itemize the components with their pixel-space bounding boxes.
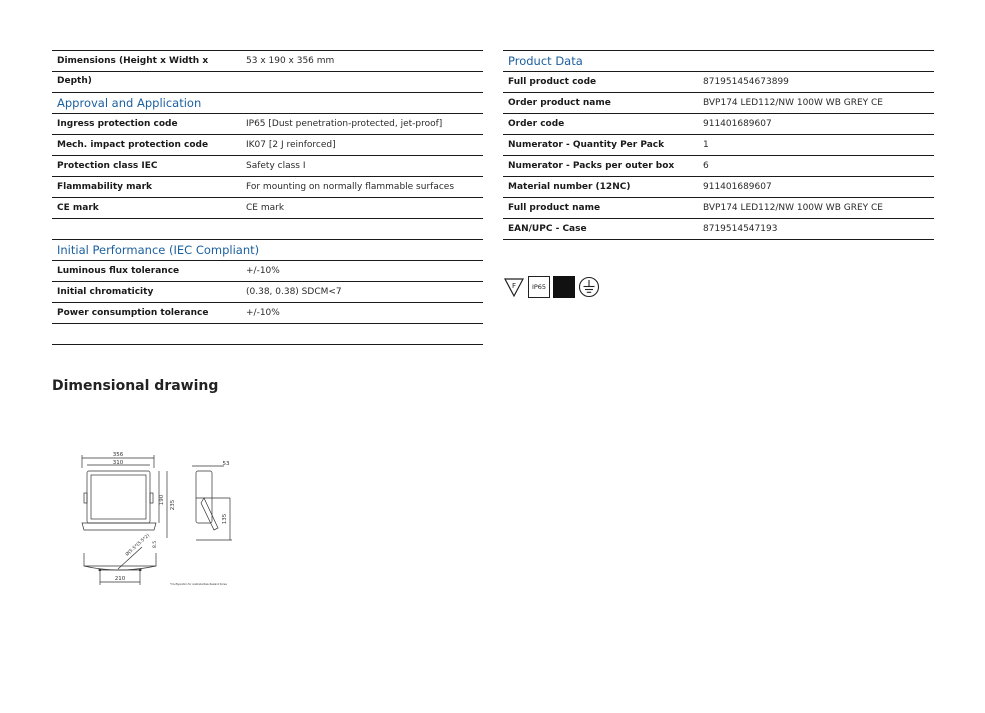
spec-row (52, 261, 483, 282)
dim-label-angle: Ø(5.5*(5.5*2) (124, 533, 152, 558)
black-square-icon (553, 276, 575, 298)
spec-value: For mounting on normally flammable surfaces (246, 182, 455, 192)
spec-label: Mech. impact protection code (57, 140, 209, 150)
spec-value: (0.38, 0.38) SDCM<7 (246, 287, 342, 297)
drawing-note: *Configuration for Australia New Zealand Korea (170, 583, 227, 586)
spec-row (52, 114, 483, 135)
spec-label: Numerator - Packs per outer box (508, 161, 675, 171)
dim-label-210: 210 (114, 576, 126, 582)
spec-label: Power consumption tolerance (57, 308, 209, 318)
section-title-approval: Approval and Application (52, 93, 483, 114)
spec-value: 8719514547193 (703, 224, 778, 234)
spec-row (52, 156, 483, 177)
dim-label-8-5: 8.5 (153, 540, 158, 548)
spec-value: 53 x 190 x 356 mm (246, 56, 335, 66)
section-title-performance: Initial Performance (IEC Compliant) (52, 240, 483, 261)
spec-label: Flammability mark (57, 182, 153, 192)
spacer-row (52, 219, 483, 240)
flammability-mark-icon (503, 276, 525, 298)
spec-row (503, 156, 934, 177)
spec-value: 911401689607 (703, 119, 772, 129)
spec-label: Order product name (508, 98, 611, 108)
spec-value: 871951454673899 (703, 77, 789, 87)
ip65-label: IP65 (531, 283, 547, 291)
spec-label: Dimensions (Height x Width x Depth) (57, 56, 209, 86)
spec-label: Material number (12NC) (508, 182, 631, 192)
section-title-product-data: Product Data (503, 50, 934, 72)
spec-value: 911401689607 (703, 182, 772, 192)
dim-label-190: 190 (159, 494, 165, 506)
spec-row (52, 198, 483, 219)
spec-label: EAN/UPC - Case (508, 224, 587, 234)
spec-row (503, 72, 934, 93)
dim-label-235: 235 (170, 499, 176, 511)
spec-label: Numerator - Quantity Per Pack (508, 140, 665, 150)
spec-row (503, 114, 934, 135)
spec-value: 1 (703, 140, 709, 150)
spec-row (52, 282, 483, 303)
spec-label: Full product name (508, 203, 601, 213)
spec-row (503, 198, 934, 219)
spec-value: Safety class I (246, 161, 306, 171)
spec-value: +/-10% (246, 308, 280, 318)
spacer-row (52, 324, 483, 345)
spacer-row (52, 72, 483, 93)
dim-label-53: 53 (222, 461, 230, 467)
spec-value: IP65 [Dust penetration-protected, jet-proof] (246, 119, 443, 129)
spec-label: Ingress protection code (57, 119, 178, 129)
spec-value: IK07 [2 J reinforced] (246, 140, 336, 150)
spec-row (503, 177, 934, 198)
spec-row (503, 219, 934, 240)
spec-label: Order code (508, 119, 565, 129)
earth-ground-icon (578, 276, 600, 298)
spec-row (52, 177, 483, 198)
flammability-letter: F (511, 282, 517, 290)
spec-value: BVP174 LED112/NW 100W WB GREY CE (703, 98, 883, 108)
dimensional-drawing (70, 448, 270, 593)
right-spec-column (503, 50, 934, 240)
spec-value: CE mark (246, 203, 285, 213)
spec-label: Full product code (508, 77, 597, 87)
spec-value: 6 (703, 161, 709, 171)
spec-row-dimensions (52, 50, 483, 86)
spec-row (52, 135, 483, 156)
spec-row (52, 303, 483, 324)
spec-value: BVP174 LED112/NW 100W WB GREY CE (703, 203, 883, 213)
spec-label: Luminous flux tolerance (57, 266, 180, 276)
spec-label: CE mark (57, 203, 99, 213)
certification-icons (503, 276, 600, 298)
dim-label-135: 135 (222, 513, 228, 525)
dim-label-356: 356 (112, 452, 124, 458)
spec-value: +/-10% (246, 266, 280, 276)
dimensional-drawing-title: Dimensional drawing (52, 378, 219, 394)
left-spec-column (52, 50, 483, 345)
spec-label: Initial chromaticity (57, 287, 154, 297)
ip65-icon (528, 276, 550, 298)
spec-row (503, 135, 934, 156)
dim-label-310: 310 (112, 460, 124, 466)
spec-label: Protection class IEC (57, 161, 158, 171)
spec-row (503, 93, 934, 114)
